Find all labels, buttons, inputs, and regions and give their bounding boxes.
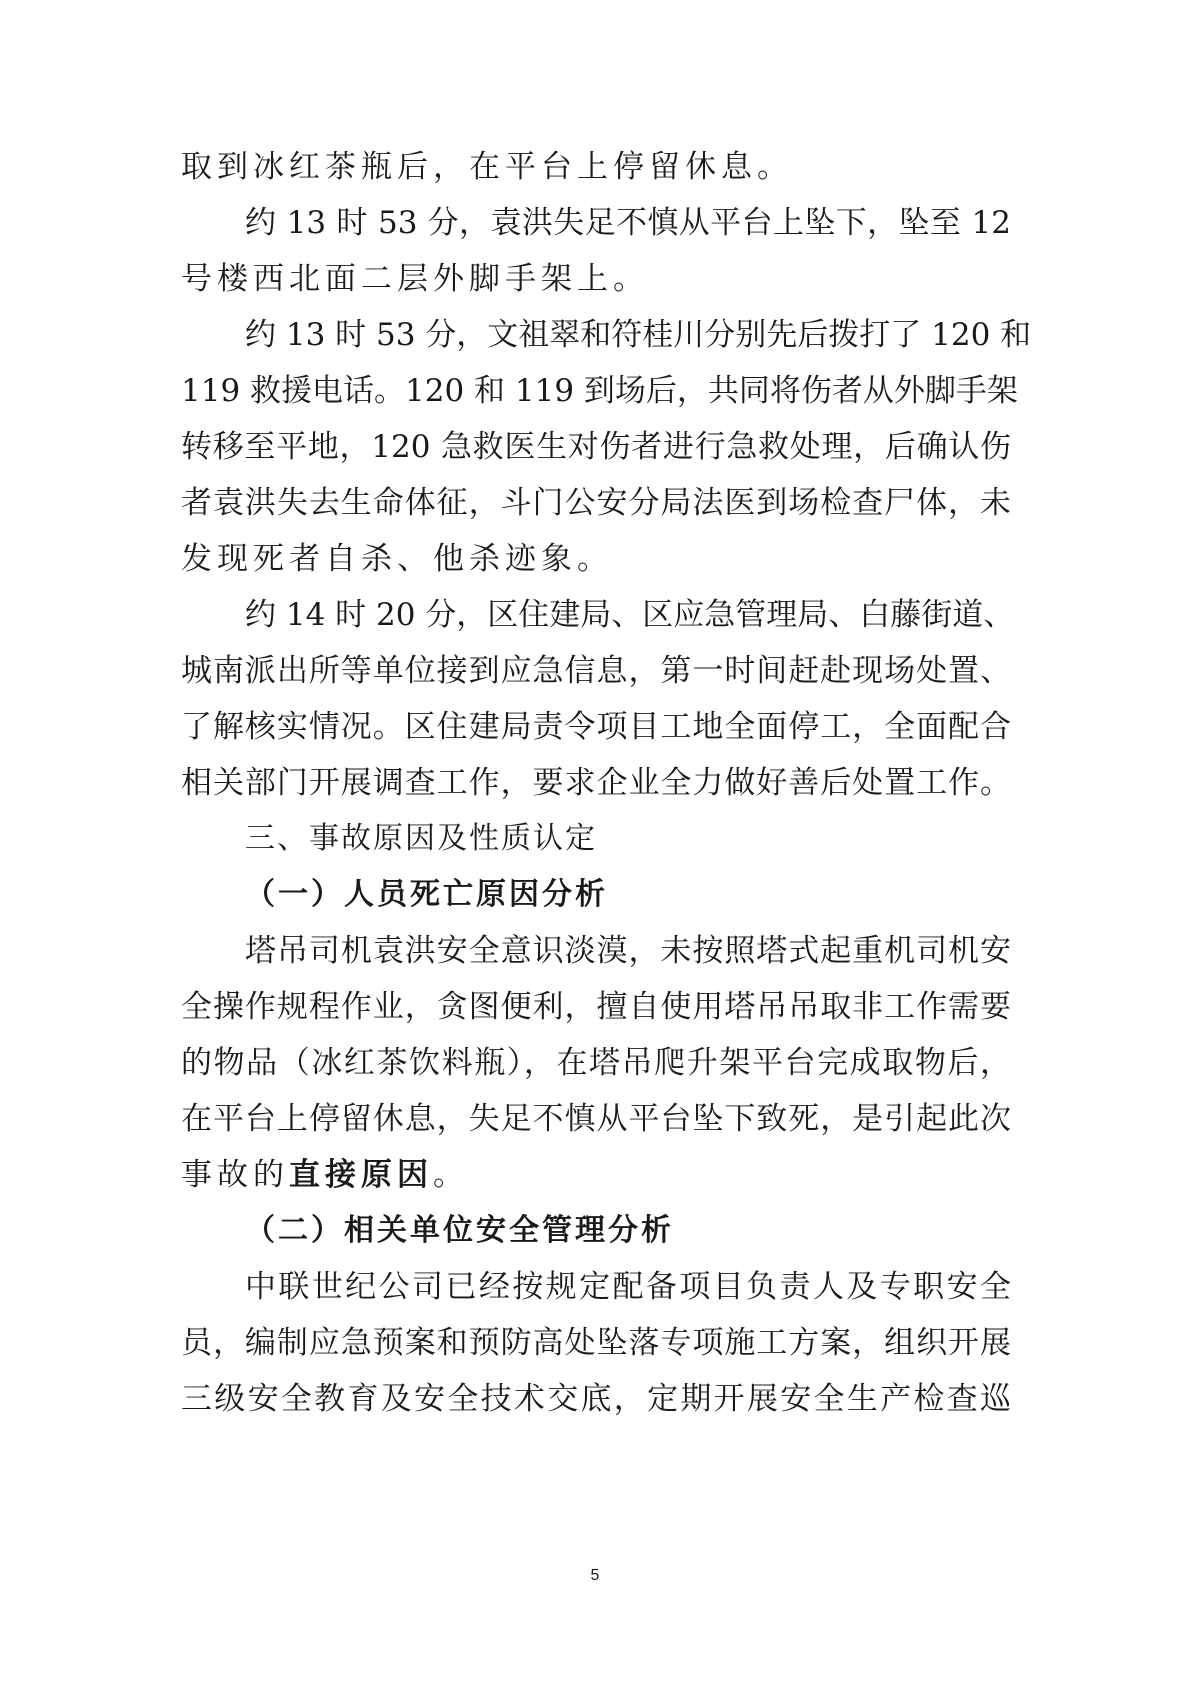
paragraph-line: 119 救援电话。120 和 119 到场后，共同将伤者从外脚手架 bbox=[181, 373, 1018, 409]
paragraph-line: 者袁洪失去生命体征，斗门公安分局法医到场检查尸体，未 bbox=[181, 485, 1011, 521]
paragraph-line bbox=[181, 1155, 1011, 1195]
paragraph-line: 城南派出所等单位接到应急信息，第一时间赶赴现场处置、 bbox=[181, 653, 1011, 689]
section-heading: 三、事故原因及性质认定 bbox=[245, 821, 597, 856]
paragraph-line: 塔吊司机袁洪安全意识淡漠，未按照塔式起重机司机安 bbox=[245, 933, 1011, 969]
paragraph-line: 全操作规程作业，贪图便利，擅自使用塔吊吊取非工作需要 bbox=[181, 989, 1011, 1025]
paragraph-line: 号楼西北面二层外脚手架上。 bbox=[181, 261, 649, 297]
paragraph-line: 的物品（冰红茶饮料瓶），在塔吊爬升架平台完成取物后， bbox=[181, 1045, 1011, 1081]
paragraph-line: 约 13 时 53 分，文祖翠和符桂川分别先后拨打了 120 和 bbox=[245, 317, 1032, 353]
page-number: 5 bbox=[590, 1567, 600, 1584]
subsection-heading: （一）人员死亡原因分析 bbox=[245, 877, 608, 912]
paragraph-line: 约 14 时 20 分，区住建局、区应急管理局、白藤街道、 bbox=[245, 597, 1015, 633]
paragraph-line: 在平台上停留休息，失足不慎从平台坠下致死，是引起此次 bbox=[181, 1101, 1011, 1137]
paragraph-line: 员，编制应急预案和预防高处坠落专项施工方案，组织开展 bbox=[181, 1325, 1011, 1361]
paragraph-line: 相关部门开展调查工作，要求企业全力做好善后处置工作。 bbox=[181, 765, 1011, 801]
text-run: 事故的 bbox=[181, 1157, 289, 1193]
paragraph-line: 转移至平地，120 急救医生对伤者进行急救处理，后确认伤 bbox=[181, 429, 1011, 465]
paragraph-line: 中联世纪公司已经按规定配备项目负责人及专职安全 bbox=[245, 1269, 1011, 1305]
paragraph-line: 了解核实情况。区住建局责令项目工地全面停工，全面配合 bbox=[181, 709, 1011, 745]
emphasized-text: 直接原因 bbox=[289, 1157, 433, 1193]
text-run: 。 bbox=[433, 1157, 469, 1193]
subsection-heading: （二）相关单位安全管理分析 bbox=[245, 1213, 674, 1248]
paragraph-line: 发现死者自杀、他杀迹象。 bbox=[181, 541, 613, 577]
paragraph-line: 取到冰红茶瓶后，在平台上停留休息。 bbox=[181, 149, 793, 185]
paragraph-line: 三级安全教育及安全技术交底，定期开展安全生产检查巡 bbox=[181, 1381, 1011, 1417]
paragraph-line: 约 13 时 53 分，袁洪失足不慎从平台上坠下，坠至 12 bbox=[245, 205, 1011, 241]
